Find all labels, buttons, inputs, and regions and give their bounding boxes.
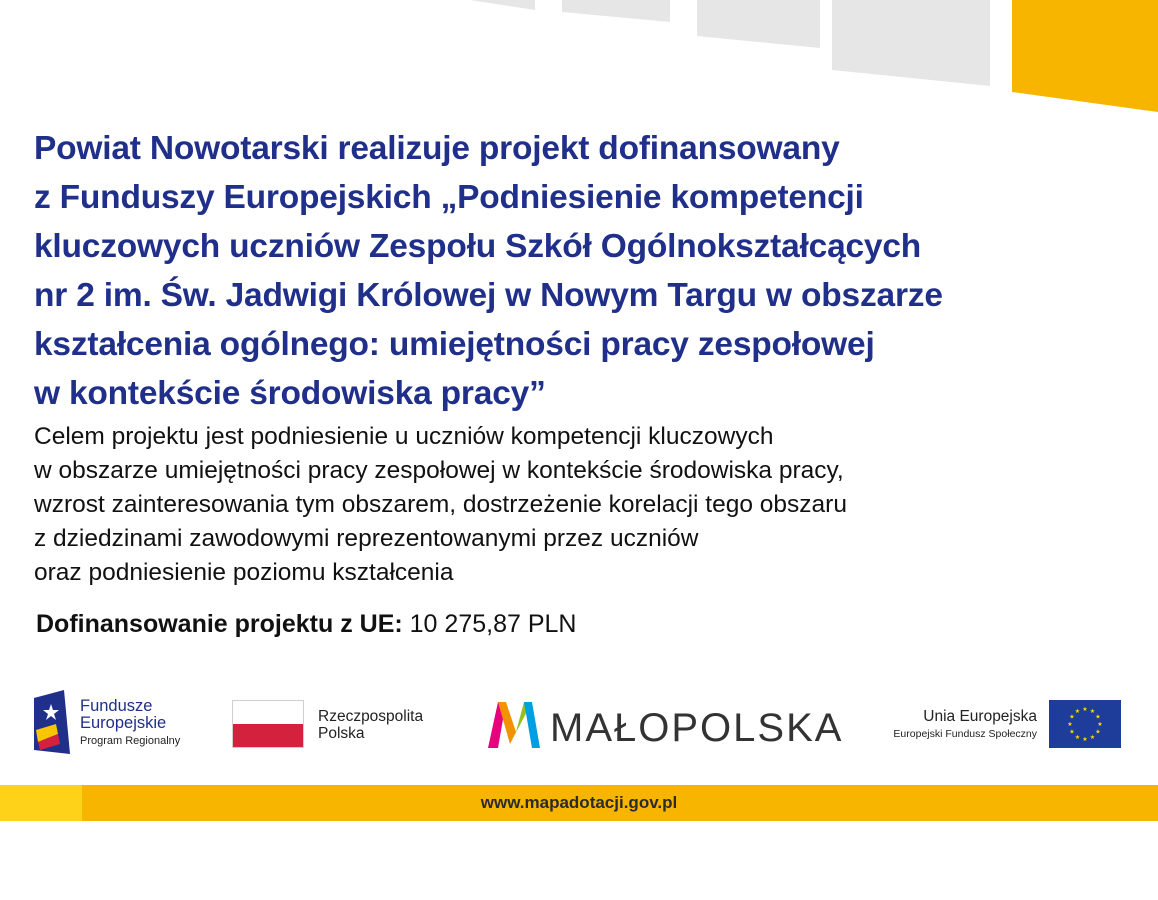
svg-text:★: ★ [1069, 728, 1075, 736]
funding-label: Dofinansowanie projektu z UE: [36, 610, 403, 638]
svg-text:★: ★ [1095, 713, 1101, 721]
eu-name: Unia Europejska [923, 708, 1037, 725]
description-line: w obszarze umiejętności pracy zespołowej w kontekście środowiska pracy, [34, 457, 844, 484]
top-decorative-band [0, 0, 1158, 120]
eu-fund-name: Europejski Fundusz Społeczny [893, 728, 1037, 740]
title-line: Powiat Nowotarski realizuje projekt dofinansowany [34, 130, 840, 167]
svg-text:★: ★ [1082, 736, 1088, 743]
polish-flag-icon [232, 700, 304, 748]
svg-text:★: ★ [1097, 721, 1103, 728]
unia-europejska-logo [880, 698, 1125, 750]
description-line: oraz podniesienie poziomu kształcenia [34, 559, 454, 586]
title-line: nr 2 im. Św. Jadwigi Królowej w Nowym Targu w obszarze [34, 277, 943, 314]
svg-text:★: ★ [1095, 728, 1101, 736]
fe-program: Program Regionalny [80, 735, 181, 747]
fe-name-line1: Fundusze [80, 697, 153, 715]
fundusze-europejskie-logo [34, 690, 204, 754]
title-line: w kontekście środowiska pracy” [34, 375, 546, 412]
description-line: Celem projektu jest podniesienie u uczniów kompetencji kluczowych [34, 423, 774, 450]
funding-value: 10 275,87 PLN [409, 610, 577, 638]
svg-text:★: ★ [1074, 708, 1081, 715]
fe-name-line2: Europejskie [80, 714, 167, 732]
svg-text:★: ★ [1089, 708, 1096, 715]
funding-amount [36, 606, 576, 642]
footer-bar [0, 785, 1158, 821]
svg-text:★: ★ [1074, 734, 1081, 741]
rzeczpospolita-polska-logo [232, 700, 462, 750]
description-line: wzrost zainteresowania tym obszarem, dostrzeżenie korelacji tego obszaru [34, 491, 847, 518]
svg-text:★: ★ [1069, 713, 1075, 721]
project-description [34, 420, 1034, 590]
eu-flag-icon [1049, 700, 1121, 748]
malopolska-wordmark: MAŁOPOLSKA [550, 706, 844, 750]
title-line: z Funduszy Europejskich „Podniesienie kompetencji [34, 179, 864, 216]
fe-star-icon [34, 690, 70, 754]
title-line: kluczowych uczniów Zespołu Szkół Ogólnokształcących [34, 228, 922, 265]
description-line: z dziedzinami zawodowymi reprezentowanymi przez uczniów [34, 525, 699, 552]
malopolska-logo [488, 698, 848, 758]
svg-text:★: ★ [1089, 734, 1096, 741]
title-line: kształcenia ogólnego: umiejętności pracy zespołowej [34, 326, 875, 363]
project-title [34, 124, 1034, 418]
rp-name-line1: Rzeczpospolita [318, 708, 424, 725]
website-link[interactable]: www.mapadotacji.gov.pl [480, 793, 678, 812]
svg-text:★: ★ [1067, 721, 1073, 728]
malopolska-m-icon [488, 698, 540, 750]
rp-name-line2: Polska [318, 725, 365, 742]
svg-text:★: ★ [1082, 706, 1088, 713]
